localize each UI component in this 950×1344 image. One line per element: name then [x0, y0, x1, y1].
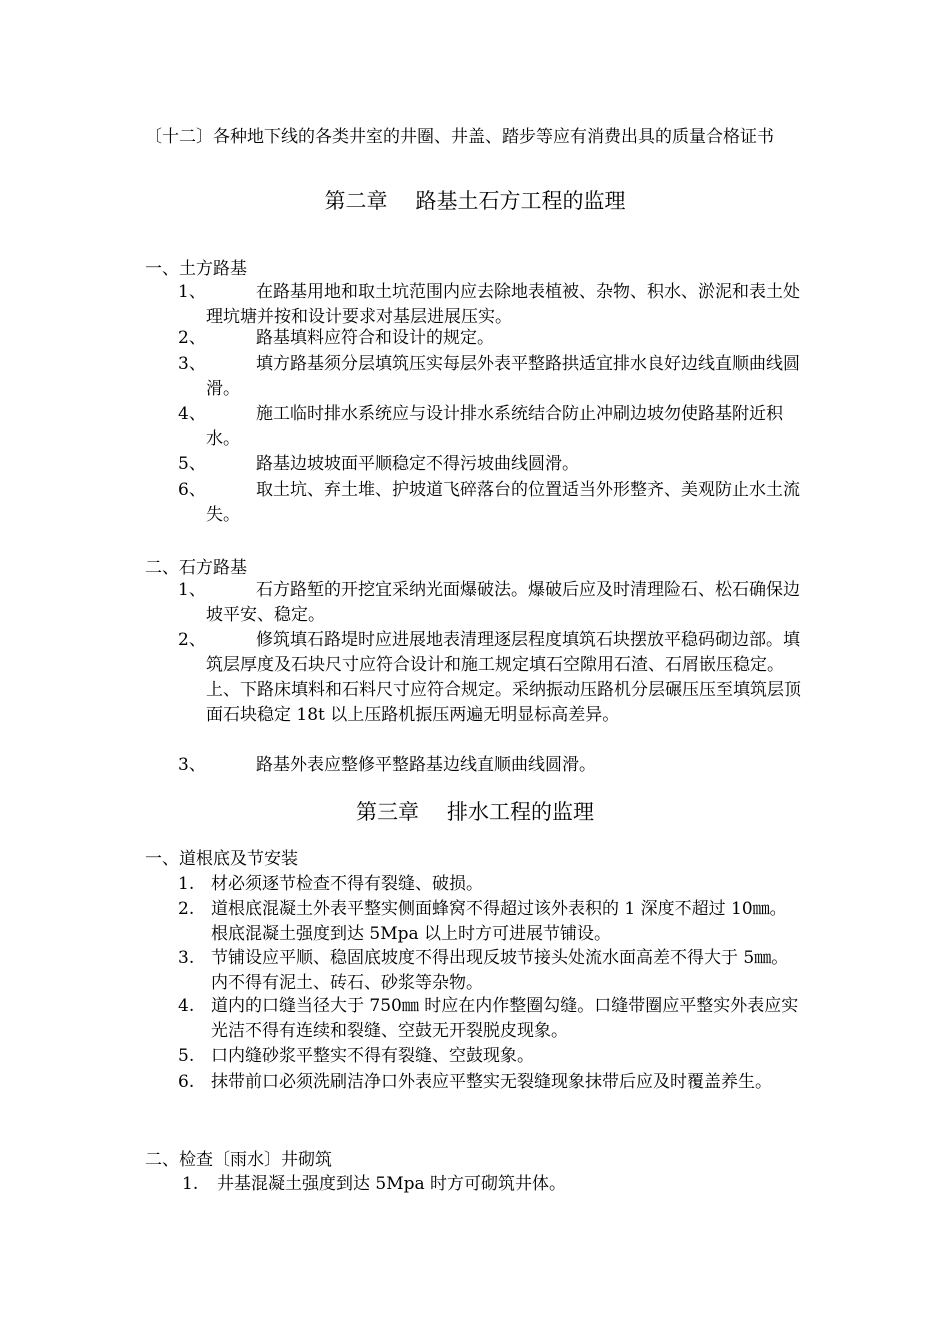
- item-text: 道内的口缝当径大于 750㎜ 时应在内作整圈勾缝。口缝带圈应平整实外表应实光洁不得有连续和裂缝、空鼓无开裂脱皮现象。: [211, 996, 799, 1041]
- item-number: 6、: [178, 480, 206, 500]
- item-text: 抹带前口必须洗刷洁净口外表应平整实无裂缝现象抹带后应及时覆盖养生。: [211, 1072, 772, 1092]
- item-number: 1.: [178, 874, 195, 894]
- item-text: 材必须逐节检查不得有裂缝、破损。: [211, 874, 483, 894]
- item-text: 填方路基须分层填筑压实每层外表平整路拱适宜排水良好边线直顺曲线圆滑。: [206, 354, 800, 399]
- item-number: 3、: [178, 354, 206, 374]
- chapter-2-title: 路基土石方工程的监理: [415, 189, 626, 213]
- item-text: 路基边坡坡面平顺稳定不得污坡曲线圆滑。: [256, 454, 579, 474]
- item-text: 路基外表应整修平整路基边线直顺曲线圆滑。: [256, 755, 596, 775]
- chapter-3-title: 排水工程的监理: [447, 800, 594, 824]
- item-number: 1、: [178, 580, 206, 600]
- item-number: 2、: [178, 328, 206, 348]
- item-text: 节铺设应平顺、稳固底坡度不得出现反坡节接头处流水面高差不得大于 5㎜。内不得有泥土、砖石、砂浆等杂物。: [211, 948, 789, 993]
- section-heading-rock-subgrade: 二、石方路基: [145, 558, 247, 578]
- section-heading-earth-subgrade: 一、土方路基: [145, 259, 247, 279]
- item-number: 6.: [178, 1072, 195, 1092]
- item-text: 施工临时排水系统应与设计排水系统结合防止冲刷边坡勿使路基附近积水。: [206, 404, 783, 449]
- item-number: 2、: [178, 630, 206, 650]
- section-heading-pipe-foundation: 一、道根底及节安装: [145, 849, 298, 869]
- item-text: 在路基用地和取土坑范围内应去除地表植被、杂物、积水、淤泥和表土处理坑塘并按和设计要求对基层进展压实。: [206, 282, 800, 327]
- chapter-3-number: 第三章: [356, 800, 419, 824]
- item-text: 取土坑、弃土堆、护坡道飞碎落台的位置适当外形整齐、美观防止水土流失。: [206, 480, 800, 525]
- item-number: 1.: [182, 1174, 199, 1194]
- item-number: 5、: [178, 454, 206, 474]
- item-number: 3.: [178, 948, 195, 968]
- section-heading-inspection-well: 二、检查〔雨水〕井砌筑: [145, 1150, 332, 1170]
- item-number: 4、: [178, 404, 206, 424]
- item-text: 石方路堑的开挖宜采纳光面爆破法。爆破后应及时清理险石、松石确保边坡平安、稳定。: [206, 580, 800, 625]
- chapter-2-number: 第二章: [324, 189, 388, 213]
- item-text: 道根底混凝土外表平整实侧面蜂窝不得超过该外表积的 1 深度不超过 10㎜。根底混凝土强度到达 5Mpa 以上时方可进展节铺设。: [211, 899, 787, 944]
- item-text: 井基混凝土强度到达 5Mpa 时方可砌筑井体。: [217, 1174, 567, 1194]
- item-text: 口内缝砂浆平整实不得有裂缝、空鼓现象。: [211, 1046, 534, 1066]
- item-text: 路基填料应符合和设计的规定。: [256, 328, 494, 348]
- item-text: 修筑填石路堤时应进展地表清理逐层程度填筑石块摆放平稳码砌边部。填筑层厚度及石块尺寸应符合设计和施工规定填石空隙用石渣、石屑嵌压稳定。上、下路床填料和石料尺寸应符合规定。采纳振动压路机分层碾压压至填筑层顶面石块稳定 18t 以上压路机振压两遍无明显标高差异。: [206, 630, 801, 725]
- chapter-2-heading: [0, 186, 950, 216]
- item-number: 1、: [178, 282, 206, 302]
- intro-paragraph: 〔十二〕各种地下线的各类井室的井圈、井盖、踏步等应有消费出具的质量合格证书: [145, 127, 774, 147]
- item-number: 5.: [178, 1046, 195, 1066]
- item-number: 4.: [178, 996, 195, 1016]
- list-item: [178, 280, 808, 330]
- chapter-3-heading: [0, 797, 950, 827]
- item-number: 2.: [178, 899, 195, 919]
- item-number: 3、: [178, 755, 206, 775]
